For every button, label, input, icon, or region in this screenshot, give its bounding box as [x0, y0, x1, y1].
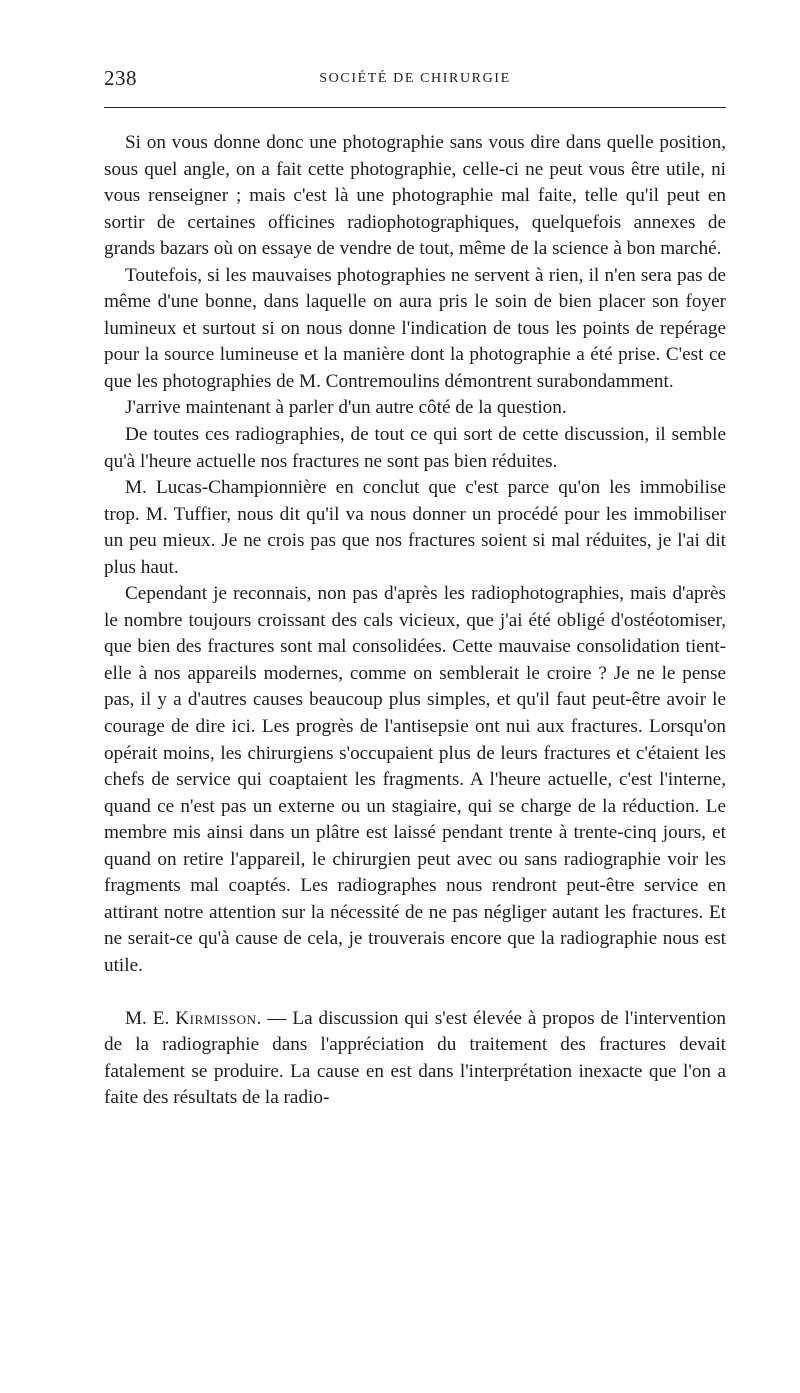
paragraph-3: J'arrive maintenant à parler d'un autre côté de la question.	[125, 397, 567, 419]
page-number: 238	[104, 66, 137, 90]
running-head	[104, 66, 726, 96]
paragraph-6: Cependant je reconnais, non pas d'après les radiophotographies, mais d'après le nombre toujours croissant des cals vicieux, que j'ai été obligé d'ostéotomiser, que bien des fractures sont mal consolidées. Cette mauvaise consolidation tient-elle à nos appareils modernes, comme on semblerait le croire ? Je ne le pense pas, il y a d'autres causes beaucoup plus simples, et qu'il faut peut-être avoir le courage de dire ici. Les progrès de l'antisepsie ont nui aux fractures. Lorsqu'on opérait moins, les chirurgiens s'occupaient plus de leurs fractures et c'étaient les chefs de service qui coaptaient les fragments. A l'heure actuelle, c'est l'interne, quand ce n'est pas un externe ou un stagiaire, qui se charge de la réduction. Le membre mis ainsi dans un plâtre est laissé pendant trente à trente-cinq jours, et quand on retire l'appareil, le chirurgien peut avec ou sans radiographie voir les fragments mal coaptés. Les radiographes nous rendront peut-être service en attirant notre attention sur la nécessité de ne pas négliger autant les fractures. Et ne serait-ce qu'à cause de cela, je trouverais encore que la radiographie nous est utile.	[104, 583, 726, 976]
body-text	[104, 130, 726, 1112]
running-title: SOCIÉTÉ DE CHIRURGIE	[319, 71, 511, 86]
header-rule	[104, 107, 726, 108]
speaker-name: Kirmisson	[175, 1007, 257, 1029]
paragraph-1: Si on vous donne donc une photographie sans vous dire dans quelle position, sous quel angle, on a fait cette photographie, celle-ci ne peut vous être utile, ni vous renseigner ; mais c'est là une photographie mal faite, telle qu'il peut en sortir de certaines officines radiophotographiques, quelquefois annexes de grands bazars où on essaye de vendre de tout, même de la science à bon marché.	[104, 132, 726, 260]
paragraph-5: M. Lucas-Championnière en conclut que c'est parce qu'on les immobilise trop. M. Tuffier, nous dit qu'il va nous donner un procédé pour les immobiliser un peu mieux. Je ne crois pas que nos fractures soient si mal réduites, je l'ai dit plus haut.	[104, 477, 726, 578]
paragraph-kirmisson	[104, 1006, 726, 1112]
paragraph-4: De toutes ces radiographies, de tout ce qui sort de cette discussion, il semble qu'à l'heure actuelle nos fractures ne sont pas bien réduites.	[104, 424, 726, 472]
paragraph-2: Toutefois, si les mauvaises photographies ne servent à rien, il n'en sera pas de même d'une bonne, dans laquelle on aura pris le soin de bien placer son foyer lumineux et surtout si on nous donne l'indication de tous les points de repérage pour la source lumineuse et la manière dont la photographie a été prise. C'est ce que les photographies de M. Contremoulins démontrent surabondamment.	[104, 264, 726, 392]
kirmisson-text: . — La discussion qui s'est élevée à propos de l'intervention de la radiographie dans l'appréciation du traitement des fractures devait fatalement se produire. La cause en est dans l'interprétation inexacte que l'on a faite des résultats de la radio-	[104, 1007, 726, 1109]
speaker-prefix: M. E.	[125, 1007, 176, 1029]
